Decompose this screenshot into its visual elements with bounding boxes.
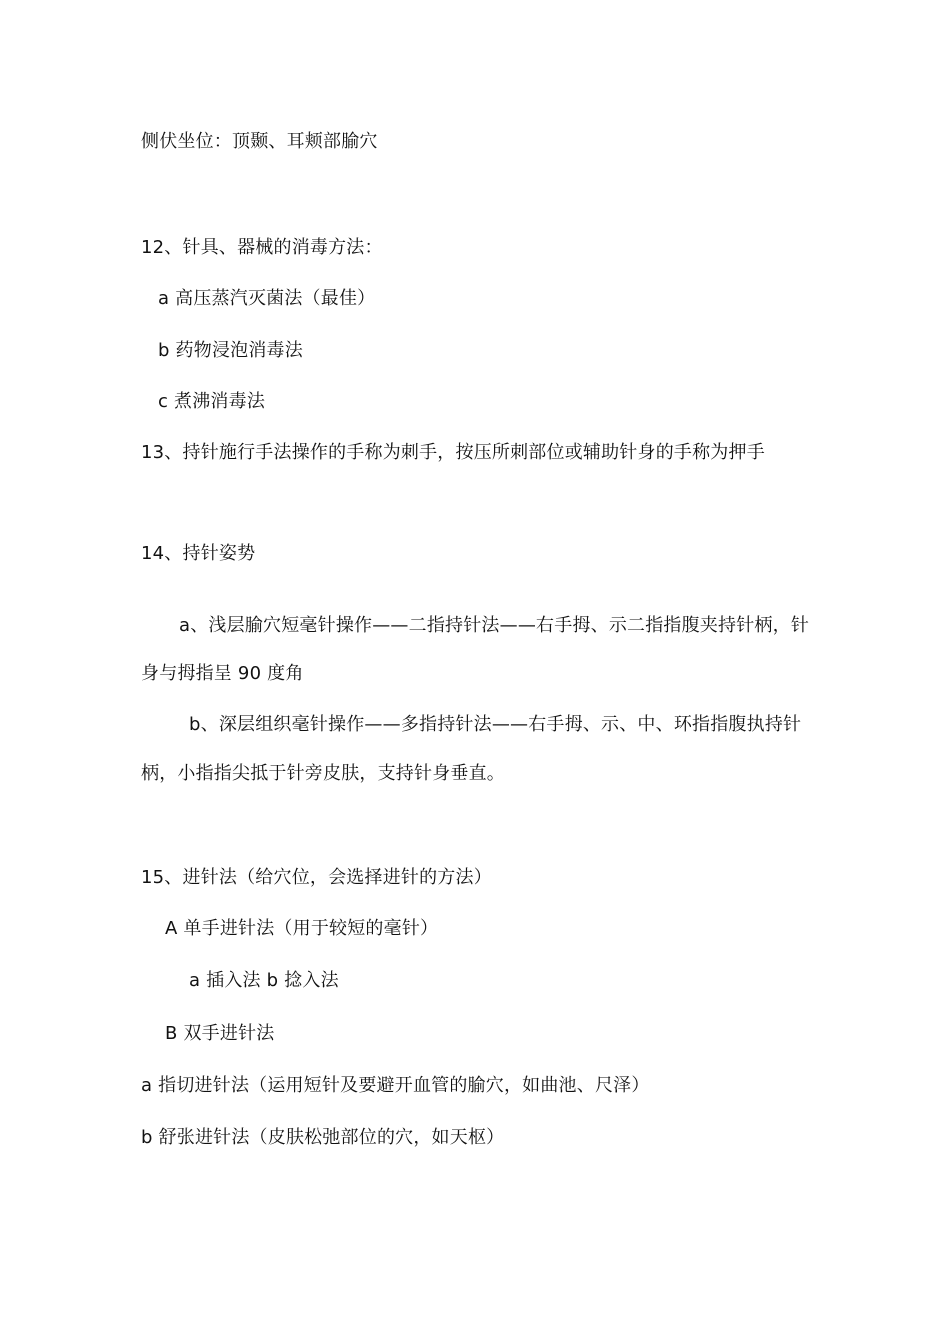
paragraph-14a-line1: a、浅层腧穴短毫针操作——二指持针法——右手拇、示二指指腹夹持针柄，针 [179,615,810,636]
list-item-12a: a 高压蒸汽灭菌法（最佳） [158,288,376,309]
heading-15-insertion: 15、进针法（给穴位，会选择进针的方法） [141,867,492,888]
paragraph-14a-line2: 身与拇指呈 90 度角 [141,663,304,684]
list-item-15B-a: a 指切进针法（运用短针及要避开血管的腧穴，如曲池、尺泽） [141,1075,650,1096]
list-item-15A-methods: a 插入法 b 捻入法 [189,970,339,991]
paragraph-14b-line2: 柄，小指指尖抵于针旁皮肤，支持针身垂直。 [141,763,505,784]
list-item-15A: A 单手进针法（用于较短的毫针） [165,918,439,939]
list-item-12c: c 煮沸消毒法 [158,391,266,412]
heading-13-hands: 13、持针施行手法操作的手称为刺手，按压所刺部位或辅助针身的手称为押手 [141,442,765,463]
text-line-side-position: 侧伏坐位：顶颞、耳颊部腧穴 [141,131,378,152]
heading-12-disinfection: 12、针具、器械的消毒方法： [141,237,383,258]
list-item-15B: B 双手进针法 [165,1023,275,1044]
list-item-15B-b: b 舒张进针法（皮肤松弛部位的穴，如天枢） [141,1127,505,1148]
list-item-12b: b 药物浸泡消毒法 [158,340,303,361]
paragraph-14b-line1: b、深层组织毫针操作——多指持针法——右手拇、示、中、环指指腹执持针 [189,714,802,735]
heading-14-posture: 14、持针姿势 [141,543,256,564]
